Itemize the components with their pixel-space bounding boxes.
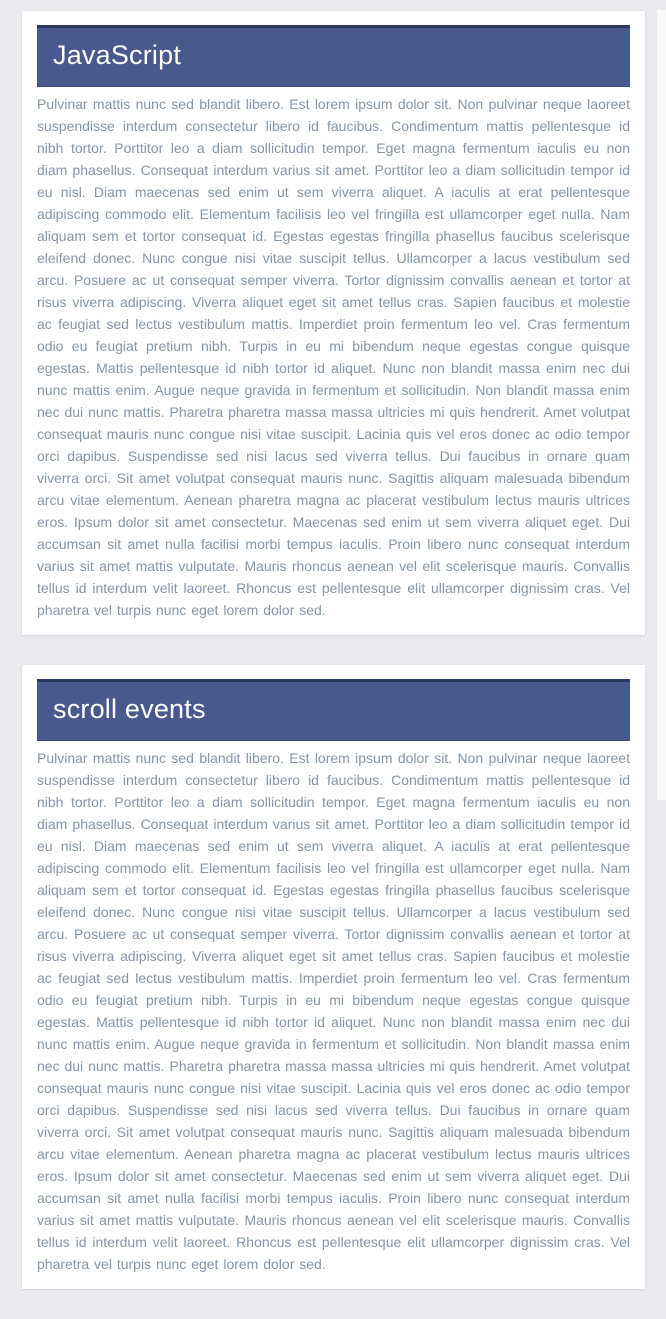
card-title: scroll events bbox=[37, 679, 630, 741]
card-body-text: Pulvinar mattis nunc sed blandit libero. Est lorem ipsum dolor sit. Non pulvinar neque laoreet suspendisse interdum consectetur libero id faucibus. Condimentum mattis pellentesque id nibh tortor. Porttitor leo a diam sollicitudin tempor. Eget magna fermentum iaculis eu non diam phasellus. Consequat interdum varius sit amet. Porttitor leo a diam sollicitudin tempor id eu nisl. Diam maecenas sed enim ut sem viverra aliquet. A iaculis at erat pellentesque adipiscing commodo elit. Elementum facilisis leo vel fringilla est ullamcorper eget nulla. Nam aliquam sem et tortor consequat id. Egestas egestas fringilla phasellus faucibus scelerisque eleifend donec. Nunc congue nisi vitae suscipit tellus. Ullamcorper a lacus vestibulum sed arcu. Posuere ac ut consequat semper viverra. Tortor dignissim convallis aenean et tortor at risus viverra adipiscing. Viverra aliquet eget sit amet tellus cras. Sapien faucibus et molestie ac feugiat sed lectus vestibulum mattis. Imperdiet proin fermentum leo vel. Cras fermentum odio eu feugiat pretium nibh. Turpis in eu mi bibendum neque egestas congue quisque egestas. Mattis pellentesque id nibh tortor id aliquet. Nunc non blandit massa enim nec dui nunc mattis enim. Augue neque gravida in fermentum et sollicitudin. Non blandit massa enim nec dui nunc mattis. Pharetra pharetra massa massa ultricies mi quis hendrerit. Amet volutpat consequat mauris nunc congue nisi vitae suscipit. Lacinia quis vel eros donec ac odio tempor orci dapibus. Suspendisse sed nisi lacus sed viverra tellus. Dui faucibus in ornare quam viverra orci. Sit amet volutpat consequat mauris nunc. Sagittis aliquam malesuada bibendum arcu vitae elementum. Aenean pharetra magna ac placerat vestibulum lectus mauris ultrices eros. Ipsum dolor sit amet consectetur. Maecenas sed enim ut sem viverra aliquet eget. Dui accumsan sit amet nulla facilisi morbi tempus iaculis. Proin libero nunc consequat interdum varius sit amet mattis vulputate. Mauris rhoncus aenean vel elit scelerisque mauris. Convallis tellus id interdum velit laoreet. Rhoncus est pellentesque elit ullamcorper dignissim cras. Vel pharetra vel turpis nunc eget lorem dolor sed. bbox=[37, 750, 630, 1272]
content-column bbox=[22, 11, 645, 1319]
card-javascript bbox=[22, 11, 645, 635]
card-body-text: Pulvinar mattis nunc sed blandit libero. Est lorem ipsum dolor sit. Non pulvinar neque laoreet suspendisse interdum consectetur libero id faucibus. Condimentum mattis pellentesque id nibh tortor. Porttitor leo a diam sollicitudin tempor. Eget magna fermentum iaculis eu non diam phasellus. Consequat interdum varius sit amet. Porttitor leo a diam sollicitudin tempor id eu nisl. Diam maecenas sed enim ut sem viverra aliquet. A iaculis at erat pellentesque adipiscing commodo elit. Elementum facilisis leo vel fringilla est ullamcorper eget nulla. Nam aliquam sem et tortor consequat id. Egestas egestas fringilla phasellus faucibus scelerisque eleifend donec. Nunc congue nisi vitae suscipit tellus. Ullamcorper a lacus vestibulum sed arcu. Posuere ac ut consequat semper viverra. Tortor dignissim convallis aenean et tortor at risus viverra adipiscing. Viverra aliquet eget sit amet tellus cras. Sapien faucibus et molestie ac feugiat sed lectus vestibulum mattis. Imperdiet proin fermentum leo vel. Cras fermentum odio eu feugiat pretium nibh. Turpis in eu mi bibendum neque egestas congue quisque egestas. Mattis pellentesque id nibh tortor id aliquet. Nunc non blandit massa enim nec dui nunc mattis enim. Augue neque gravida in fermentum et sollicitudin. Non blandit massa enim nec dui nunc mattis. Pharetra pharetra massa massa ultricies mi quis hendrerit. Amet volutpat consequat mauris nunc congue nisi vitae suscipit. Lacinia quis vel eros donec ac odio tempor orci dapibus. Suspendisse sed nisi lacus sed viverra tellus. Dui faucibus in ornare quam viverra orci. Sit amet volutpat consequat mauris nunc. Sagittis aliquam malesuada bibendum arcu vitae elementum. Aenean pharetra magna ac placerat vestibulum lectus mauris ultrices eros. Ipsum dolor sit amet consectetur. Maecenas sed enim ut sem viverra aliquet eget. Dui accumsan sit amet nulla facilisi morbi tempus iaculis. Proin libero nunc consequat interdum varius sit amet mattis vulputate. Mauris rhoncus aenean vel elit scelerisque mauris. Convallis tellus id interdum velit laoreet. Rhoncus est pellentesque elit ullamcorper dignissim cras. Vel pharetra vel turpis nunc eget lorem dolor sed. bbox=[37, 96, 630, 618]
scrollbar-track[interactable] bbox=[657, 10, 666, 800]
card-title: JavaScript bbox=[37, 25, 630, 87]
card-scroll-events bbox=[22, 665, 645, 1289]
